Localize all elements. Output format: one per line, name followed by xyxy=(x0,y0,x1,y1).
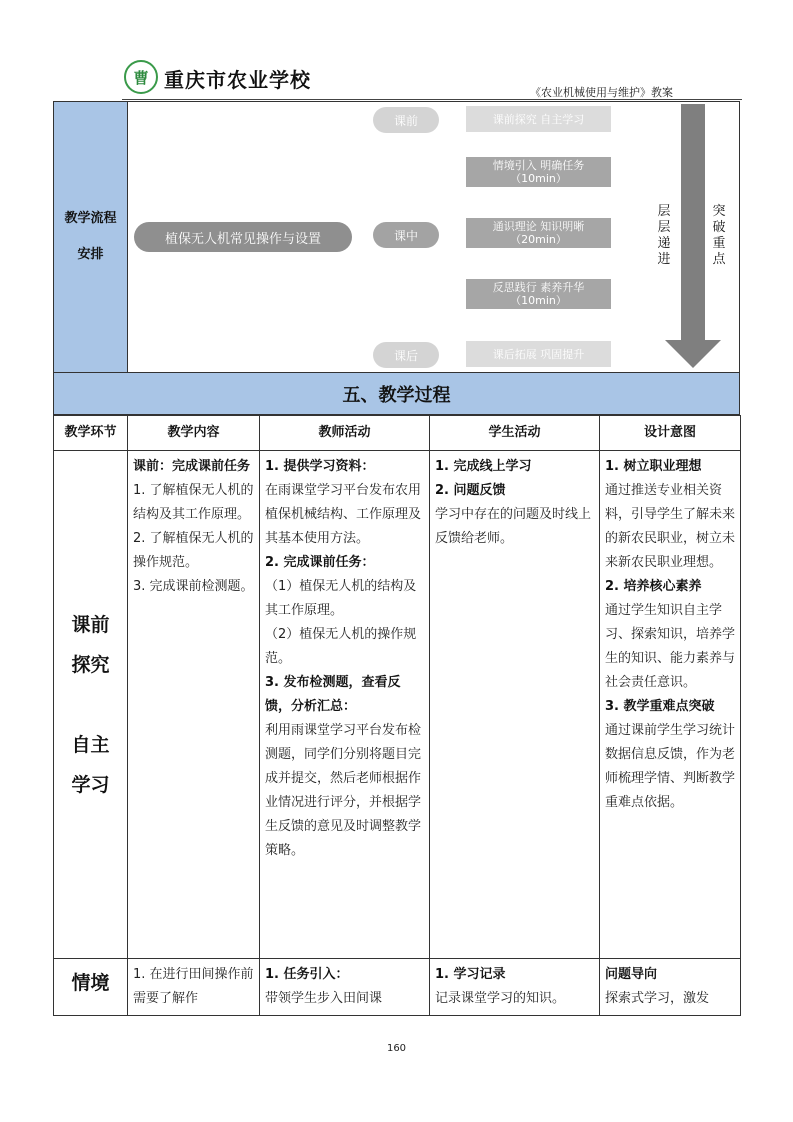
stage-text: 学习 xyxy=(71,773,110,796)
student-heading: 1. 完成线上学习 xyxy=(435,459,532,474)
phase-before-pill: 课前 xyxy=(373,107,439,133)
design-text: 通过学生知识自主学习、探索知识，培养学生的知识、能力素养与社会责任意识。 xyxy=(605,603,736,690)
design-heading: 问题导向 xyxy=(605,967,658,982)
teaching-process-table xyxy=(53,415,741,1016)
flow-step-box xyxy=(466,157,611,187)
teacher-text: （2）植保无人机的操作规范。 xyxy=(265,627,417,666)
table-header-row xyxy=(54,416,741,451)
flow-step-text: 通识理论 知识明晰 xyxy=(492,220,585,233)
column-header: 教学环节 xyxy=(54,416,128,451)
flow-step-text: 课后拓展 巩固提升 xyxy=(492,347,585,361)
school-name: 重庆市农业学校 xyxy=(164,68,311,92)
arrow-text-left: 层层递进 xyxy=(657,204,671,267)
design-heading: 2. 培养核心素养 xyxy=(605,579,702,594)
design-cell xyxy=(600,959,741,1016)
flow-label-line1: 教学流程 xyxy=(64,211,117,226)
flow-label xyxy=(54,102,128,372)
school-logo-icon: 曹 xyxy=(124,60,158,94)
flow-step-box xyxy=(466,218,611,248)
header-rule xyxy=(122,99,742,100)
flow-step-box xyxy=(466,106,611,132)
design-heading: 1. 树立职业理想 xyxy=(605,459,702,474)
content-item: 1. 在进行田间操作前需要了解作 xyxy=(133,967,254,1006)
page-number: 160 xyxy=(386,1043,407,1054)
column-header: 学生活动 xyxy=(430,416,600,451)
teacher-clip xyxy=(265,963,424,1007)
stage-text: 课前 xyxy=(71,613,110,636)
stage-spacer xyxy=(59,685,122,725)
teacher-text: 利用雨课堂学习平台发布检测题，同学们分别将题目完成并提交，然后老师根据作业情况进行评分，并根据学生反馈的意见及时调整教学策略。 xyxy=(265,723,422,858)
flow-step-text: 反思践行 素养升华 xyxy=(492,281,585,294)
teacher-cell xyxy=(260,451,430,959)
student-heading: 2. 问题反馈 xyxy=(435,483,506,498)
student-text: 记录课堂学习的知识。 xyxy=(435,991,566,1006)
design-heading: 3. 教学重难点突破 xyxy=(605,699,715,714)
design-text: 探索式学习，激发 xyxy=(605,991,710,1006)
design-text: 通过课前学生学习统计数据信息反馈，作为老师梳理学情、判断教学重难点依据。 xyxy=(605,723,736,810)
content-cell xyxy=(128,959,260,1016)
student-clip xyxy=(435,963,594,1007)
stage-cell xyxy=(54,451,128,959)
design-clip xyxy=(605,963,735,1007)
flow-label-line2: 安排 xyxy=(77,247,104,262)
student-cell xyxy=(430,451,600,959)
teacher-heading: 2. 完成课前任务： xyxy=(265,555,375,570)
design-cell xyxy=(600,451,741,959)
teacher-text: 在雨课堂学习平台发布农用植保机械结构、工作原理及其基本使用方法。 xyxy=(265,483,422,546)
teacher-heading: 1. 任务引入： xyxy=(265,967,349,982)
column-header: 设计意图 xyxy=(600,416,741,451)
stage-text: 情境 xyxy=(71,972,110,994)
arrow-text-right: 突破重点 xyxy=(712,204,726,267)
flow-step-box xyxy=(466,279,611,309)
flow-topic-pill: 植保无人机常见操作与设置 xyxy=(134,222,352,252)
phase-during-pill: 课中 xyxy=(373,222,439,248)
stage-text: 自主 xyxy=(71,733,110,756)
flow-step-text: 课前探究 自主学习 xyxy=(492,112,585,126)
phase-after-pill: 课后 xyxy=(373,342,439,368)
student-heading: 1. 学习记录 xyxy=(435,967,506,982)
teacher-cell xyxy=(260,959,430,1016)
teacher-heading: 3. 发布检测题，查看反馈，分析汇总： xyxy=(265,675,401,714)
teacher-text: （1）植保无人机的结构及其工作原理。 xyxy=(265,579,417,618)
page-header xyxy=(0,0,793,105)
flow-step-duration: （10min） xyxy=(510,172,567,185)
column-header: 教学内容 xyxy=(128,416,260,451)
document-title: 《农业机械使用与维护》教案 xyxy=(530,86,673,99)
content-item: 2. 了解植保无人机的操作规范。 xyxy=(133,531,254,570)
teacher-text: 带领学生步入田间课 xyxy=(265,991,383,1006)
table-row xyxy=(54,451,741,959)
section-title: 五、教学过程 xyxy=(53,373,740,415)
student-cell xyxy=(430,959,600,1016)
content-title: 课前：完成课前任务 xyxy=(133,459,251,474)
student-text: 学习中存在的问题及时线上反馈给老师。 xyxy=(435,507,592,546)
content-item: 3. 完成课前检测题。 xyxy=(133,579,254,594)
stage-text: 探究 xyxy=(71,653,110,676)
design-text: 通过推送专业相关资料，引导学生了解未来的新农民职业，树立未来新农民职业理想。 xyxy=(605,483,736,570)
teacher-heading: 1. 提供学习资料： xyxy=(265,459,375,474)
flow-step-duration: （20min） xyxy=(510,233,567,246)
content-cell xyxy=(128,451,260,959)
stage-cell xyxy=(54,959,128,1016)
column-header: 教师活动 xyxy=(260,416,430,451)
content-clip xyxy=(133,963,254,1007)
flow-step-box xyxy=(466,341,611,367)
table-row xyxy=(54,959,741,1016)
content-item: 1. 了解植保无人机的结构及其工作原理。 xyxy=(133,483,254,522)
flow-step-duration: （10min） xyxy=(510,294,567,307)
flow-step-text: 情境引入 明确任务 xyxy=(492,159,585,172)
